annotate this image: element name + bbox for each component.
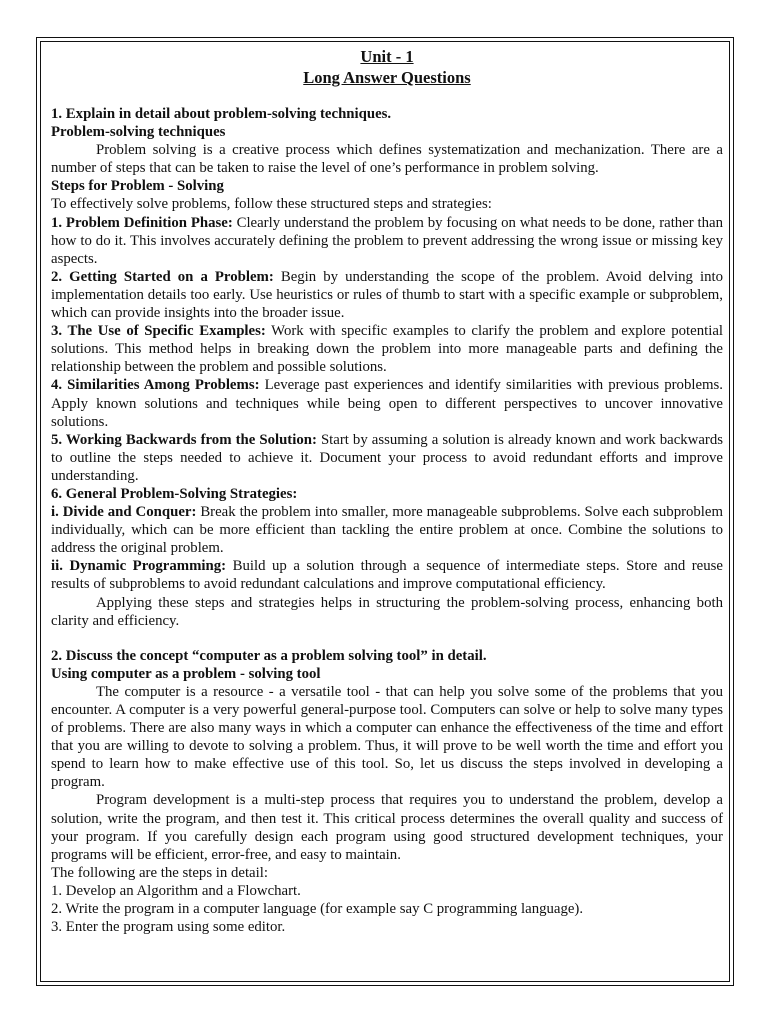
step-point-1 — [51, 214, 723, 268]
question-2: 2. Discuss the concept “computer as a problem solving tool” in detail. — [51, 647, 487, 664]
strategy-label: i. Divide and Conquer: — [51, 504, 197, 521]
q2-paragraph-2: Program development is a multi-step process that requires you to understand the problem, develop a solution, write the program, and then test it. This critical process determines the overall quality and success of your program. If you carefully design each program using good structured development techniques, your programs will be efficient, error-free, and easy to maintain. — [51, 792, 723, 863]
q2-heading: Using computer as a problem - solving tool — [51, 665, 321, 682]
step-label: 1. Problem Definition Phase: — [51, 214, 233, 231]
unit-title: Unit - 1 — [360, 47, 414, 66]
q2-list-item: 3. Enter the program using some editor. — [51, 919, 286, 936]
spacer — [51, 88, 723, 105]
q2-list-item: 1. Develop an Algorithm and a Flowchart. — [51, 882, 301, 899]
strategy-label: ii. Dynamic Programming: — [51, 558, 227, 575]
steps-heading: Steps for Problem - Solving — [51, 178, 224, 195]
step-point-4 — [51, 376, 723, 430]
q2-list-item: 2. Write the program in a computer language (for example say C programming language). — [51, 901, 584, 918]
step-text: Start by assuming a solution is already known and work backwards to outline the steps needed to achieve it. Document your process to avoid redundant efforts and improve understanding. — [51, 431, 723, 484]
step-label: 4. Similarities Among Problems: — [51, 377, 260, 394]
step-point-2 — [51, 268, 723, 322]
page-inner-border — [40, 41, 730, 982]
step-text: Leverage past experiences and identify similarities with previous problems. Apply known solutions and techniques while being open to different perspectives to uncover innovative solutions. — [51, 377, 723, 430]
strategy-2 — [51, 557, 723, 593]
document-content — [51, 46, 723, 936]
q1-conclusion: Applying these steps and strategies helps in structuring the problem-solving process, enhancing both clarity and efficiency. — [51, 594, 723, 629]
strategy-text: Break the problem into smaller, more manageable subproblems. Solve each subproblem individually, which can be more efficient than tackling the entire problem at once. Combine the solutions to address the original problem. — [51, 504, 723, 557]
page-border — [36, 37, 734, 986]
section-title: Long Answer Questions — [303, 68, 471, 87]
q2-paragraph-1: The computer is a resource - a versatile tool - that can help you solve some of the problems that you encounter. A computer is a very powerful general-purpose tool. Computers can solve or help to solve many types of problems. There are also many ways in which a computer can enhance the effectiveness of the time and effort that you are willing to devote to solving a problem. Thus, it will prove to be well worth the time and effort you spend to learn how to make effective use of this tool. So, let us discuss the steps involved in developing a program. — [51, 683, 723, 791]
step-text: Work with specific examples to clarify the problem and explore potential solutions. This method helps in breaking down the problem into more manageable parts and defining the relationship between the problem and possible solutions. — [51, 323, 724, 376]
step-label: 2. Getting Started on a Problem: — [51, 268, 274, 285]
step-text: Clearly understand the problem by focusing on what needs to be done, rather than how to do it. This involves accurately defining the problem to prevent addressing the wrong issue or missing key aspects. — [51, 214, 723, 267]
strategies-heading: 6. General Problem-Solving Strategies: — [51, 485, 298, 502]
step-point-3 — [51, 322, 723, 376]
step-text: Begin by understanding the scope of the problem. Avoid delving into implementation details too early. Use heuristics or rules of thumb to start with a specific example or subproblem, which can provide insights into the broader issue. — [51, 268, 723, 322]
step-label: 5. Working Backwards from the Solution: — [51, 431, 317, 448]
question-1: 1. Explain in detail about problem-solving techniques. — [51, 106, 392, 122]
q2-list-intro: The following are the steps in detail: — [51, 864, 268, 881]
q1-heading: Problem-solving techniques — [51, 124, 226, 141]
step-label: 3. The Use of Specific Examples: — [51, 323, 266, 340]
strategy-text: Build up a solution through a sequence of intermediate steps. Store and reuse results of subproblems to avoid redundant calculations and improve computational efficiency. — [51, 558, 723, 593]
steps-intro: To effectively solve problems, follow these structured steps and strategies: — [51, 196, 492, 213]
q1-intro: Problem solving is a creative process which defines systematization and mechanization. There are a number of steps that can be taken to raise the level of one’s performance in problem solving. — [51, 142, 723, 177]
step-point-5 — [51, 431, 723, 485]
spacer — [51, 630, 723, 647]
strategy-1 — [51, 503, 723, 557]
